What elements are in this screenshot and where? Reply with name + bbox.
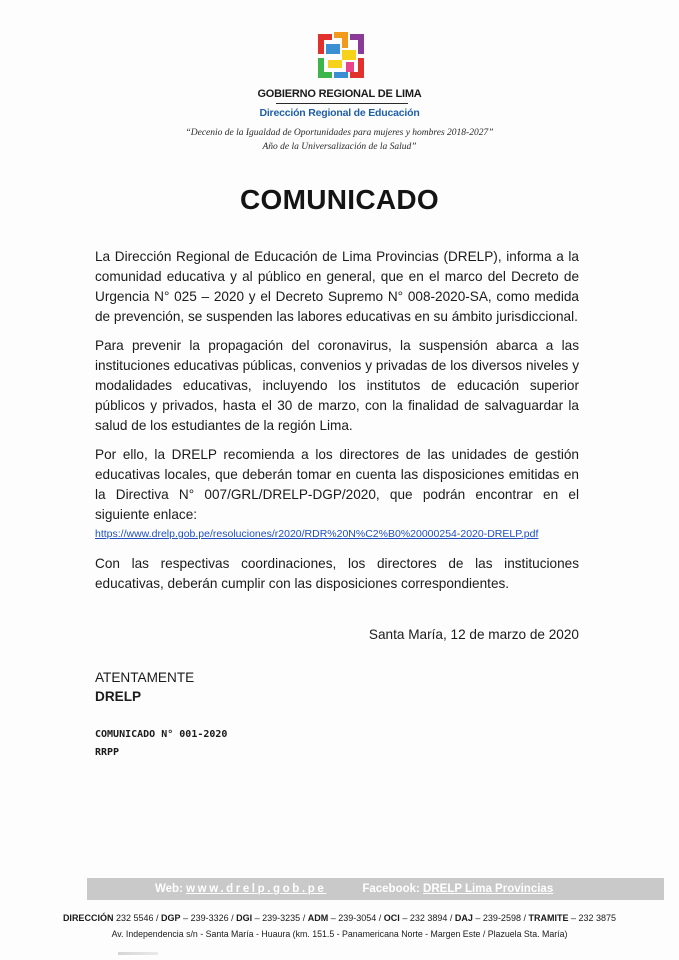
contact-value: 239-2598 — [482, 913, 521, 923]
directive-link[interactable]: https://www.drelp.gob.pe/resoluciones/r2020/RDR%20N%C2%B0%20000254-2020-DRELP.pdf — [95, 528, 539, 540]
closing-signer: DRELP — [95, 689, 142, 704]
web-label: Web: — [155, 883, 183, 895]
closing-greeting: ATENTAMENTE — [95, 670, 195, 685]
web-link[interactable]: www.drelp.gob.pe — [186, 883, 327, 895]
decade-motto: “Decenio de la Igualdad de Oportunidades para mujeres y hombres 2018-2027” — [185, 128, 494, 138]
paragraph-1: La Dirección Regional de Educación de Lima Provincias (DRELP), informa a la comunidad educativa y al público en general, que en el marco del Decreto de Urgencia N° 025 – 2020 y el Decreto Supremo N° 008-2020-SA, como medida de prevención, se suspenden las labores educativas en su ámbito jurisdiccional. — [95, 249, 579, 324]
paragraph-3-text: Por ello, la DRELP recomienda a los directores de las unidades de gestión educativas locales, que deberán tomar en cuenta las disposiciones emitidas en la Directiva N° 007/GRL/DRELP-DGP/2020, que podrán encontrar en el siguiente enlace: — [95, 447, 579, 522]
contact-label: TRAMITE — [528, 913, 569, 923]
facebook-label: Facebook: — [362, 883, 420, 895]
document-date: Santa María, 12 de marzo de 2020 — [368, 627, 579, 642]
communique-number: COMUNICADO N° 001-2020 — [95, 729, 228, 740]
contact-label: DGP — [161, 913, 181, 923]
paragraph-2: Para prevenir la propagación del coronavirus, la suspensión abarca a las instituciones educativas públicas, convenios y privadas de los diversos niveles y modalidades educativas, incluyendo los institutos de educación superior públicos y privados, hasta el 30 de marzo, con la finalidad de salvaguardar la salud de los estudiantes de la región Lima. — [95, 338, 579, 433]
contact-value: 232 3875 — [578, 913, 617, 923]
closing-block — [95, 668, 194, 706]
reference-area: RRPP — [95, 747, 120, 758]
organization-name: GOBIERNO REGIONAL DE LIMA — [257, 88, 422, 100]
paragraph-4: Con las respectivas coordinaciones, los directores de las instituciones educativas, deberán cumplir con las disposiciones correspondientes. — [95, 556, 579, 591]
year-motto: Año de la Universalización de la Salud” — [262, 142, 417, 152]
organization-subtitle: Dirección Regional de Educación — [259, 107, 420, 119]
document-body — [95, 247, 579, 603]
contact-label: DIRECCIÓN — [62, 913, 114, 923]
header-divider — [276, 103, 408, 104]
contact-label: DAJ — [454, 913, 473, 923]
scan-artifact — [118, 952, 158, 955]
contact-value: 239-3054 — [338, 913, 377, 923]
contact-label: OCI — [383, 913, 400, 923]
contact-value: 239-3326 — [190, 913, 229, 923]
footer-web — [155, 883, 326, 895]
reference-block — [95, 726, 227, 762]
document-title: COMUNICADO — [240, 184, 439, 215]
footer-contacts: DIRECCIÓN 232 5546 / DGP – 239-3326 / DGI – 239-3235 / ADM – 239-3054 / OCI – 232 3894 / DAJ – 239-2598 / TRAMITE – 232 3875 — [62, 913, 617, 923]
contact-label: DGI — [236, 913, 253, 923]
contact-label: ADM — [307, 913, 329, 923]
paragraph-3 — [95, 445, 579, 542]
contact-value: 232 3894 — [409, 913, 448, 923]
footer-band — [87, 878, 664, 900]
gobierno-regional-logo-icon — [316, 30, 366, 82]
footer-address: Av. Independencia s/n - Santa María - Huaura (km. 151.5 - Panamericana Norte - Margen Este / Plazuela Sta. María) — [111, 929, 568, 939]
contact-value: 239-3235 — [262, 913, 301, 923]
footer-facebook — [362, 883, 553, 895]
contact-value: 232 5546 — [115, 913, 154, 923]
facebook-link[interactable]: DRELP Lima Provincias — [423, 883, 554, 895]
